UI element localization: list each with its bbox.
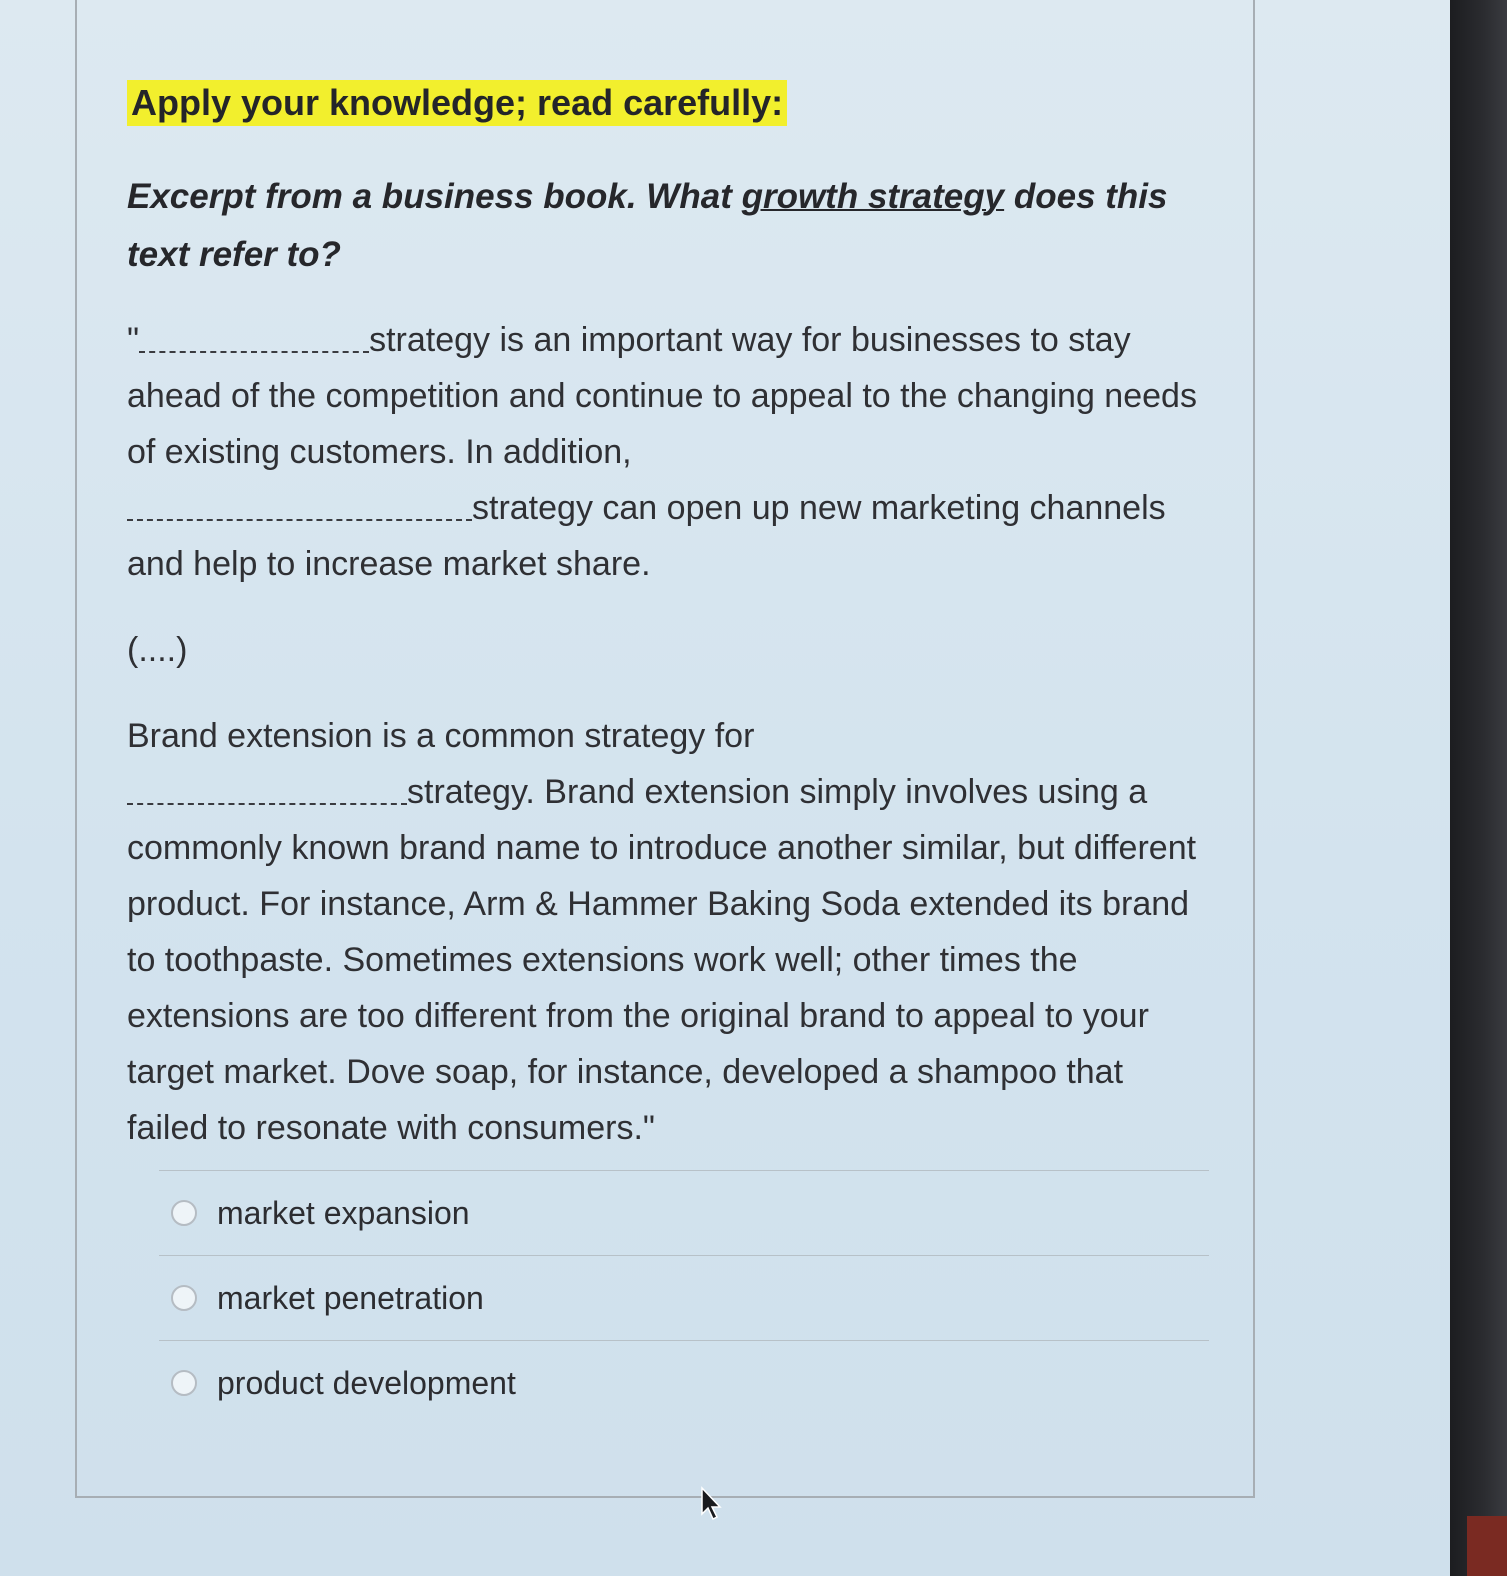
passage-text-3a: Brand extension is a common strategy for xyxy=(127,717,755,755)
bezel-accent xyxy=(1467,1516,1507,1576)
passage-text-3b: strategy. Brand extension simply involves using a commonly known brand name to introduce another similar, but different product. For instance, Arm & Hammer Baking Soda extended its brand to toothpaste. Sometimes extensions work well; other times the extensions are too different from the original brand to appeal to your target market. Dove soap, for instance, developed a shampoo that failed to resonate with consumers." xyxy=(127,773,1197,1147)
passage-ellipsis: (....) xyxy=(127,631,188,669)
passage-paragraph-3 xyxy=(127,708,1197,1156)
passage-text-1a: strategy is an important way for businesses to stay ahead of the competition and continue to appeal to the changing needs of existing customers. In addition, xyxy=(127,321,1197,471)
fill-blank-3 xyxy=(127,773,407,805)
prompt-text-before: Excerpt from a business book. What xyxy=(127,177,742,216)
option-market-expansion[interactable] xyxy=(159,1170,1209,1255)
mouse-pointer-icon xyxy=(700,1486,724,1522)
prompt-text-after: does this text refer to? xyxy=(127,177,1168,274)
excerpt-passage xyxy=(127,312,1197,1156)
prompt-underlined-term: growth strategy xyxy=(741,177,1005,216)
instruction-heading: Apply your knowledge; read carefully: xyxy=(127,80,787,126)
option-product-development[interactable] xyxy=(159,1340,1209,1425)
question-prompt xyxy=(127,168,1207,284)
fill-blank-1 xyxy=(139,321,369,353)
open-quote: " xyxy=(127,321,140,359)
option-label: market penetration xyxy=(217,1279,484,1316)
radio-button[interactable] xyxy=(171,1285,197,1311)
answer-options xyxy=(159,1170,1209,1425)
radio-button[interactable] xyxy=(171,1370,197,1396)
fill-blank-2 xyxy=(127,489,472,521)
passage-text-1b: strategy can open up new marketing channels and help to increase market share. xyxy=(127,489,1166,583)
screen-bezel xyxy=(1450,0,1507,1576)
option-market-penetration[interactable] xyxy=(159,1255,1209,1340)
question-content xyxy=(127,80,1207,1186)
passage-paragraph-1 xyxy=(127,312,1197,592)
option-label: market expansion xyxy=(217,1194,470,1231)
option-label: product development xyxy=(217,1364,516,1401)
radio-button[interactable] xyxy=(171,1200,197,1226)
question-card xyxy=(75,0,1255,1498)
